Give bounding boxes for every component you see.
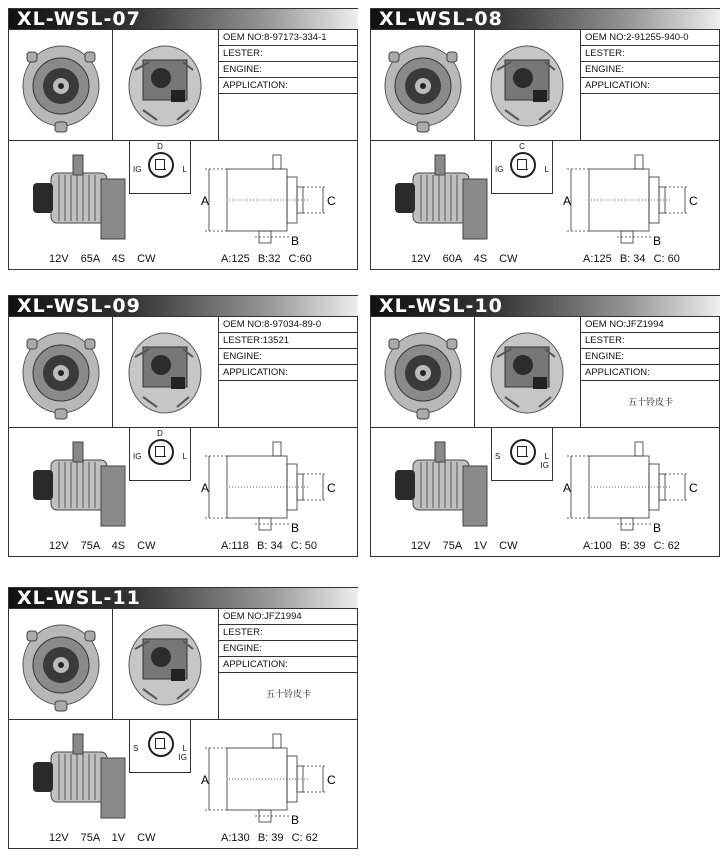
connector-plug-icon [510,439,536,465]
lester-number: LESTER:13521 [219,333,358,349]
electrical-specs: 12V 75A 1V CW [49,832,156,844]
alternator-rear-photo [475,30,581,140]
connector-terminal-right-2: IG [540,461,549,470]
dimension-a: A:130 [221,832,250,844]
alternator-side-photo [29,438,142,533]
dimension-label-c: C [327,481,336,495]
alternator-rear-photo [113,317,219,427]
connector-diagram [129,720,191,773]
connector-terminal-right: L [544,165,549,174]
card-header [9,9,358,30]
spec-info-table [219,609,358,719]
card-bottom [371,427,720,558]
dimension-a: A:125 [221,253,250,265]
dimension-c: C: 62 [291,832,318,844]
dimension-a: A:100 [583,540,612,552]
alternator-front-photo [9,317,113,427]
product-card [8,8,358,270]
dimension-drawing [199,438,349,538]
card-bottom [371,140,720,271]
card-header [371,9,720,30]
lester-number: LESTER: [219,625,358,641]
dimension-label-b: B [653,234,662,248]
dimension-values [221,832,323,844]
dimension-label-b: B [291,521,300,535]
connector-terminal-left: IG [133,452,142,461]
connector-terminal-left: S [133,744,139,753]
product-card [370,8,720,270]
dimension-label-c: C [327,773,336,787]
oem-number: OEM NO:8-97034-89-0 [219,317,358,333]
oem-number: OEM NO:JFZ1994 [581,317,720,333]
engine-field: ENGINE: [581,349,720,365]
electrical-specs: 12V 75A 4S CW [49,540,156,552]
dimension-b: B:32 [257,253,281,265]
dimension-c: C:60 [288,253,312,265]
dimension-b: B: 39 [619,540,646,552]
dimension-c: C: 62 [653,540,680,552]
card-header [371,296,720,317]
product-card [8,587,358,849]
dimension-label-c: C [327,194,336,208]
application-field: APPLICATION: [581,365,720,381]
lester-number: LESTER: [581,46,720,62]
model-title: XL-WSL-08 [379,8,503,30]
card-header [9,296,358,317]
dimension-values [583,540,685,552]
connector-terminal-left: S [495,452,501,461]
application-note: 五十铃皮卡 [627,397,673,407]
alternator-side-photo [29,730,139,825]
dimension-drawing [561,151,711,251]
application-field: APPLICATION: [219,365,358,381]
spec-info-table [219,30,358,140]
dimension-drawing [199,151,349,251]
spec-info-table [581,30,720,140]
oem-number: OEM NO:2-91255-940-0 [581,30,720,46]
application-field: APPLICATION: [219,657,358,673]
connector-terminal-right: L [544,452,549,461]
connector-terminal-top: D [157,429,163,438]
connector-diagram [491,428,553,481]
card-bottom [9,427,358,558]
engine-field: ENGINE: [219,349,358,365]
spec-info-table [581,317,720,427]
connector-plug-icon [510,152,536,178]
card-bottom [9,140,358,271]
alternator-side-photo [391,151,504,246]
product-card [8,295,358,557]
dimension-b: B: 39 [257,832,284,844]
engine-field: ENGINE: [581,62,720,78]
model-title: XL-WSL-10 [379,295,503,317]
alternator-front-photo [9,609,113,719]
model-title: XL-WSL-11 [17,587,141,609]
dimension-label-a: A [201,194,210,208]
alternator-front-photo [371,30,475,140]
dimension-a: A:118 [221,540,249,552]
connector-diagram [129,141,191,194]
dimension-label-b: B [291,813,300,827]
connector-plug-icon [148,152,174,178]
dimension-b: B: 34 [257,540,283,552]
card-bottom [9,719,358,850]
dimension-values [221,253,317,265]
connector-terminal-right-2: IG [178,753,187,762]
dimension-label-a: A [563,194,572,208]
dimension-b: B: 34 [619,253,646,265]
engine-field: ENGINE: [219,62,358,78]
connector-terminal-right: L [182,744,187,753]
connector-diagram [129,428,191,481]
alternator-rear-photo [113,30,219,140]
product-card [370,295,720,557]
dimension-c: C: 60 [653,253,680,265]
application-field: APPLICATION: [581,78,720,94]
dimension-label-a: A [201,773,210,787]
alternator-rear-photo [113,609,219,719]
connector-terminal-right: L [182,165,187,174]
connector-terminal-right: L [182,452,187,461]
dimension-label-c: C [689,481,698,495]
spec-info-table [219,317,358,427]
dimension-drawing [561,438,711,538]
dimension-label-a: A [201,481,210,495]
application-field: APPLICATION: [219,78,358,94]
lester-number: LESTER: [581,333,720,349]
dimension-label-a: A [563,481,572,495]
connector-terminal-left: IG [495,165,504,174]
engine-field: ENGINE: [219,641,358,657]
dimension-drawing [199,730,349,830]
dimension-c: C: 50 [290,540,318,552]
connector-terminal-top: C [519,142,525,151]
dimension-label-c: C [689,194,698,208]
dimension-label-b: B [291,234,300,248]
alternator-rear-photo [475,317,581,427]
dimension-values [221,540,322,552]
application-note: 五十铃皮卡 [265,689,311,699]
alternator-front-photo [9,30,113,140]
lester-number: LESTER: [219,46,358,62]
alternator-side-photo [391,438,501,533]
card-header [9,588,358,609]
alternator-front-photo [371,317,475,427]
oem-number: OEM NO:8-97173-334-1 [219,30,358,46]
connector-diagram [491,141,553,194]
model-title: XL-WSL-09 [17,295,141,317]
alternator-side-photo [29,151,142,246]
connector-terminal-top: D [157,142,163,151]
dimension-values [583,253,685,265]
connector-terminal-left: IG [133,165,142,174]
connector-plug-icon [148,731,174,757]
dimension-a: A:125 [583,253,612,265]
dimension-label-b: B [653,521,662,535]
electrical-specs: 12V 75A 1V CW [411,540,518,552]
electrical-specs: 12V 60A 4S CW [411,253,518,265]
electrical-specs: 12V 65A 4S CW [49,253,156,265]
connector-plug-icon [148,439,174,465]
model-title: XL-WSL-07 [17,8,141,30]
oem-number: OEM NO:JFZ1994 [219,609,358,625]
